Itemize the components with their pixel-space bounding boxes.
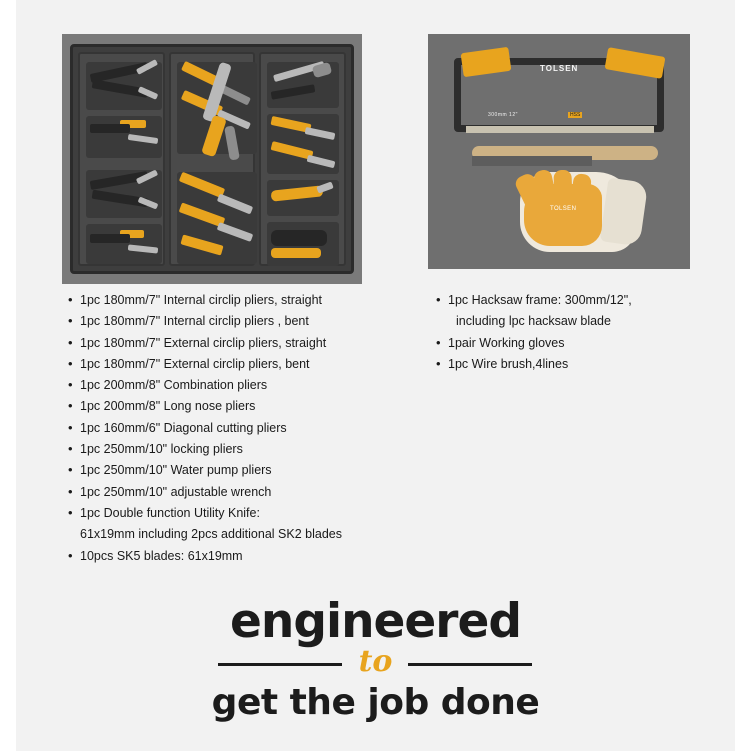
list-item (80, 333, 412, 354)
list-item-text: 1pair Working gloves (448, 335, 565, 350)
list-item (80, 290, 412, 311)
list-item-text-line2: 61x19mm including 2pcs additional SK2 blades (80, 527, 342, 542)
slogan-line-3: get the job done (211, 682, 540, 723)
list-item-text-line1: • 1pc Double function Utility Knife: (80, 505, 260, 520)
wire-brush-bristles-icon (472, 156, 592, 166)
list-item-text: 1pc 180mm/7" Internal circlip pliers, straight (80, 293, 323, 307)
list-item (448, 333, 710, 354)
list-item-text: 1pc 160mm/6" Diagonal cutting pliers (80, 420, 287, 435)
list-item (448, 354, 710, 375)
list-item (80, 439, 412, 460)
slogan-block (0, 596, 751, 723)
slogan-line-1: engineered (229, 594, 521, 649)
list-item-text-line2: including lpc hacksaw blade (456, 314, 611, 329)
product-images (0, 34, 751, 284)
list-item-text: 10pcs SK5 blades: 61x19mm (80, 548, 243, 563)
list-item (80, 546, 412, 567)
spec-list-left-wrap (62, 290, 412, 567)
pliers-set-photo (62, 34, 362, 284)
list-item (80, 354, 412, 375)
list-item-hacksaw (448, 290, 710, 333)
tool-case (70, 44, 354, 274)
glove-finger-icon (553, 170, 572, 205)
list-item-text: 1pc 200mm/8" Combination pliers (80, 378, 268, 393)
list-item-text: 1pc 250mm/10" adjustable wrench (80, 484, 272, 499)
case-column-3 (259, 52, 346, 266)
hacksaw-gloves-photo (428, 34, 690, 269)
list-item-text: 1pc 180mm/7" External circlip pliers, straight (80, 335, 327, 350)
list-item-text: 1pc 180mm/7" Internal circlip pliers , bent (80, 314, 309, 329)
list-item-utility-knife (80, 503, 412, 546)
spec-list-right (430, 290, 710, 375)
list-item-text-line1: • 1pc Hacksaw frame: 300mm/12", (448, 293, 632, 307)
list-item (80, 375, 412, 396)
list-item-text: 1pc 250mm/10" locking pliers (80, 442, 243, 457)
case-column-1 (78, 52, 165, 266)
slogan-middle-row (0, 644, 751, 679)
list-item-text: 1pc 180mm/7" External circlip pliers, bent (80, 356, 310, 371)
hacksaw-brand-label: TOLSEN (540, 64, 579, 73)
list-item-text: 1pc Wire brush,4lines (448, 356, 569, 371)
spec-list-left (62, 290, 412, 567)
glove-cuff-icon (600, 178, 649, 247)
slogan-line-2: to (358, 644, 393, 679)
list-item-text: 1pc 200mm/8" Long nose pliers (80, 399, 256, 414)
spec-list-right-wrap (430, 290, 710, 375)
list-item (80, 396, 412, 417)
list-item (80, 482, 412, 503)
list-item-text: 1pc 250mm/10" Water pump pliers (80, 463, 272, 478)
glove-brand-label: TOLSEN (550, 206, 577, 212)
hacksaw-blade-icon (466, 126, 654, 133)
hacksaw-blade-decal: 300mm 12" (488, 112, 518, 118)
hacksaw-blade-decal-2: HSS (570, 112, 581, 118)
case-column-2 (169, 52, 256, 266)
list-item (80, 311, 412, 332)
list-item (80, 418, 412, 439)
list-item (80, 460, 412, 481)
